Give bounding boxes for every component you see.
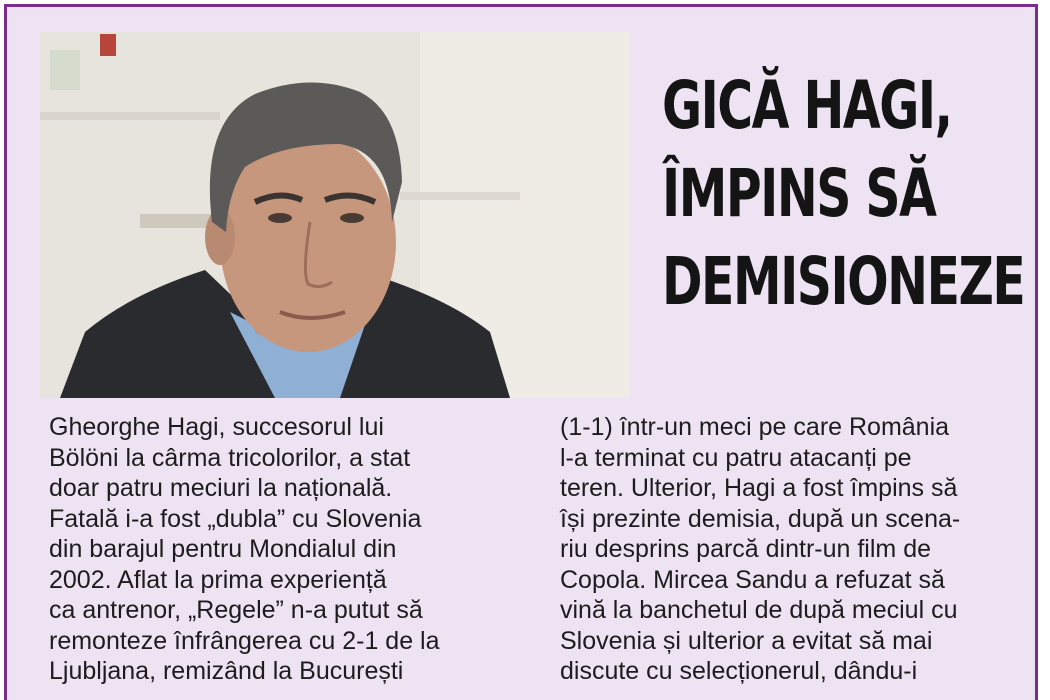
article-frame — [4, 4, 1038, 700]
text-line: doar patru meciuri la națională. — [49, 474, 393, 502]
text-line: remonteze înfrângerea cu 2-1 de la — [49, 626, 440, 655]
article-headline — [662, 62, 1025, 326]
text-line: Fatală i-a fost „dubla” cu Slovenia — [49, 504, 422, 533]
text-line: Slovenia și ulterior a evitat să mai — [560, 626, 933, 655]
text-line: (1-1) într-un meci pe care România — [560, 413, 950, 441]
text-line: își prezinte demisia, după un scena- — [560, 504, 961, 533]
headline-line: DEMISIONEZE — [662, 243, 1025, 320]
text-line: Gheorghe Hagi, succesorul lui — [49, 413, 384, 441]
text-line: teren. Ulterior, Hagi a fost împins să — [560, 474, 958, 502]
article-photo — [40, 32, 630, 398]
text-line: Bölöni la cârma tricolorilor, a stat — [49, 443, 411, 472]
headline-line: ÎMPINS SĂ — [662, 155, 936, 232]
text-line: riu desprins parcă dintr-un film de — [560, 535, 931, 563]
text-line: 2002. Aflat la prima experiență — [49, 565, 387, 594]
text-line: Ljubljana, remizând la București — [49, 657, 404, 685]
text-line: ca antrenor, „Regele” n-a putut să — [49, 596, 423, 624]
article-column-1 — [49, 412, 440, 687]
text-line: Copola. Mircea Sandu a refuzat să — [560, 565, 945, 594]
headline-line: GICĂ HAGI, — [662, 67, 952, 144]
text-line: vină la banchetul de după meciul cu — [560, 596, 958, 624]
text-line: l-a terminat cu patru atacanți pe — [560, 443, 912, 472]
text-line: discute cu selecționerul, dându-i — [560, 657, 918, 685]
text-line: din barajul pentru Mondialul din — [49, 535, 397, 563]
article-column-2 — [560, 412, 960, 687]
